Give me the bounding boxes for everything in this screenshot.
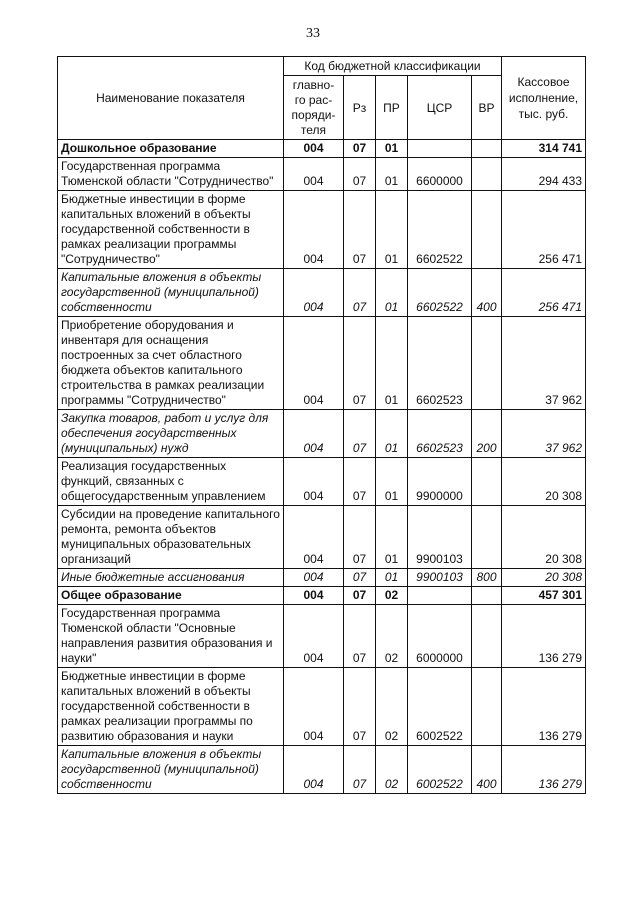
row-glav: 004: [284, 587, 344, 605]
row-amount: 20 308: [502, 458, 586, 506]
header-pr: ПР: [376, 76, 408, 140]
row-amount: 37 962: [502, 317, 586, 410]
row-rz: 07: [344, 191, 376, 269]
row-pr: 02: [376, 605, 408, 668]
header-name: Наименование показателя: [58, 57, 284, 140]
row-rz: 07: [344, 269, 376, 317]
row-glav: 004: [284, 506, 344, 569]
header-code-group: Код бюджетной классификации: [284, 57, 502, 76]
row-glav: 004: [284, 605, 344, 668]
table-row: [58, 191, 586, 269]
row-glav: 004: [284, 458, 344, 506]
row-vr: [472, 140, 502, 158]
row-rz: 07: [344, 587, 376, 605]
row-vr: [472, 458, 502, 506]
row-csr: 9900103: [408, 506, 472, 569]
row-name: Бюджетные инвестиции в форме капитальных вложений в объекты государственной собственности в рамках реализации программы "Сотрудничество": [58, 191, 284, 269]
row-pr: 01: [376, 569, 408, 587]
table-row: [58, 587, 586, 605]
row-amount: 20 308: [502, 569, 586, 587]
row-amount: 294 433: [502, 158, 586, 191]
row-rz: 07: [344, 668, 376, 746]
row-csr: 6002522: [408, 668, 472, 746]
row-pr: 02: [376, 668, 408, 746]
row-name: Закупка товаров, работ и услуг для обеспечения государственных (муниципальных) нужд: [58, 410, 284, 458]
row-csr: [408, 587, 472, 605]
row-csr: 9900000: [408, 458, 472, 506]
row-amount: 136 279: [502, 746, 586, 794]
row-glav: 004: [284, 317, 344, 410]
row-pr: 01: [376, 140, 408, 158]
row-glav: 004: [284, 140, 344, 158]
row-glav: 004: [284, 269, 344, 317]
table-row: [58, 158, 586, 191]
row-pr: 01: [376, 317, 408, 410]
row-vr: 400: [472, 269, 502, 317]
table-row: [58, 746, 586, 794]
row-amount: 256 471: [502, 191, 586, 269]
row-glav: 004: [284, 569, 344, 587]
row-pr: 01: [376, 458, 408, 506]
row-csr: 6000000: [408, 605, 472, 668]
table-row: [58, 569, 586, 587]
table-row: [58, 458, 586, 506]
table-row: [58, 317, 586, 410]
row-name: Иные бюджетные ассигнования: [58, 569, 284, 587]
row-vr: [472, 668, 502, 746]
budget-table-body: [58, 140, 586, 794]
row-vr: [472, 317, 502, 410]
table-row: [58, 410, 586, 458]
table-row: [58, 506, 586, 569]
row-rz: 07: [344, 158, 376, 191]
row-rz: 07: [344, 569, 376, 587]
row-csr: 6600000: [408, 158, 472, 191]
row-pr: 01: [376, 410, 408, 458]
row-name: Государственная программа Тюменской области "Основные направления развития образования и науки": [58, 605, 284, 668]
row-pr: 01: [376, 506, 408, 569]
table-row: [58, 668, 586, 746]
row-glav: 004: [284, 191, 344, 269]
row-name: Реализация государственных функций, связанных с общегосударственным управлением: [58, 458, 284, 506]
header-vr: ВР: [472, 76, 502, 140]
row-name: Приобретение оборудования и инвентаря для оснащения построенных за счет областного бюджета объектов капитального строительства в рамках реализации программы "Сотрудничество": [58, 317, 284, 410]
row-csr: 6602523: [408, 410, 472, 458]
row-vr: 800: [472, 569, 502, 587]
header-rz: Рз: [344, 76, 376, 140]
row-rz: 07: [344, 506, 376, 569]
table-row: [58, 605, 586, 668]
row-csr: 6602522: [408, 269, 472, 317]
row-amount: 136 279: [502, 605, 586, 668]
row-vr: 200: [472, 410, 502, 458]
row-rz: 07: [344, 140, 376, 158]
row-pr: 01: [376, 191, 408, 269]
row-pr: 02: [376, 587, 408, 605]
row-amount: 37 962: [502, 410, 586, 458]
row-vr: [472, 506, 502, 569]
row-csr: [408, 140, 472, 158]
row-glav: 004: [284, 668, 344, 746]
row-pr: 02: [376, 746, 408, 794]
row-rz: 07: [344, 317, 376, 410]
row-csr: 9900103: [408, 569, 472, 587]
row-amount: 314 741: [502, 140, 586, 158]
row-rz: 07: [344, 605, 376, 668]
row-name: Общее образование: [58, 587, 284, 605]
row-glav: 004: [284, 746, 344, 794]
row-name: Государственная программа Тюменской области "Сотрудничество": [58, 158, 284, 191]
row-vr: [472, 191, 502, 269]
row-csr: 6602522: [408, 191, 472, 269]
row-amount: 457 301: [502, 587, 586, 605]
row-name: Дошкольное образование: [58, 140, 284, 158]
row-name: Капитальные вложения в объекты государственной (муниципальной) собственности: [58, 746, 284, 794]
row-name: Субсидии на проведение капитального ремонта, ремонта объектов муниципальных образовательных организаций: [58, 506, 284, 569]
row-rz: 07: [344, 746, 376, 794]
row-rz: 07: [344, 410, 376, 458]
row-vr: 400: [472, 746, 502, 794]
table-row: [58, 140, 586, 158]
row-glav: 004: [284, 410, 344, 458]
row-csr: 6002522: [408, 746, 472, 794]
row-pr: 01: [376, 158, 408, 191]
row-amount: 256 471: [502, 269, 586, 317]
row-name: Капитальные вложения в объекты государственной (муниципальной) собственности: [58, 269, 284, 317]
page-number: 33: [306, 26, 320, 41]
row-amount: 136 279: [502, 668, 586, 746]
row-name: Бюджетные инвестиции в форме капитальных вложений в объекты государственной собственности в рамках реализации программы по развитию образования и науки: [58, 668, 284, 746]
row-glav: 004: [284, 158, 344, 191]
row-rz: 07: [344, 458, 376, 506]
row-vr: [472, 587, 502, 605]
budget-table: [57, 56, 586, 794]
row-csr: 6602523: [408, 317, 472, 410]
header-amount: Кассовое исполнение, тыс. руб.: [502, 57, 586, 140]
row-vr: [472, 158, 502, 191]
header-csr: ЦСР: [408, 76, 472, 140]
row-pr: 01: [376, 269, 408, 317]
header-glav: главно- го рас- поряди- теля: [284, 76, 344, 140]
table-row: [58, 269, 586, 317]
row-amount: 20 308: [502, 506, 586, 569]
row-vr: [472, 605, 502, 668]
